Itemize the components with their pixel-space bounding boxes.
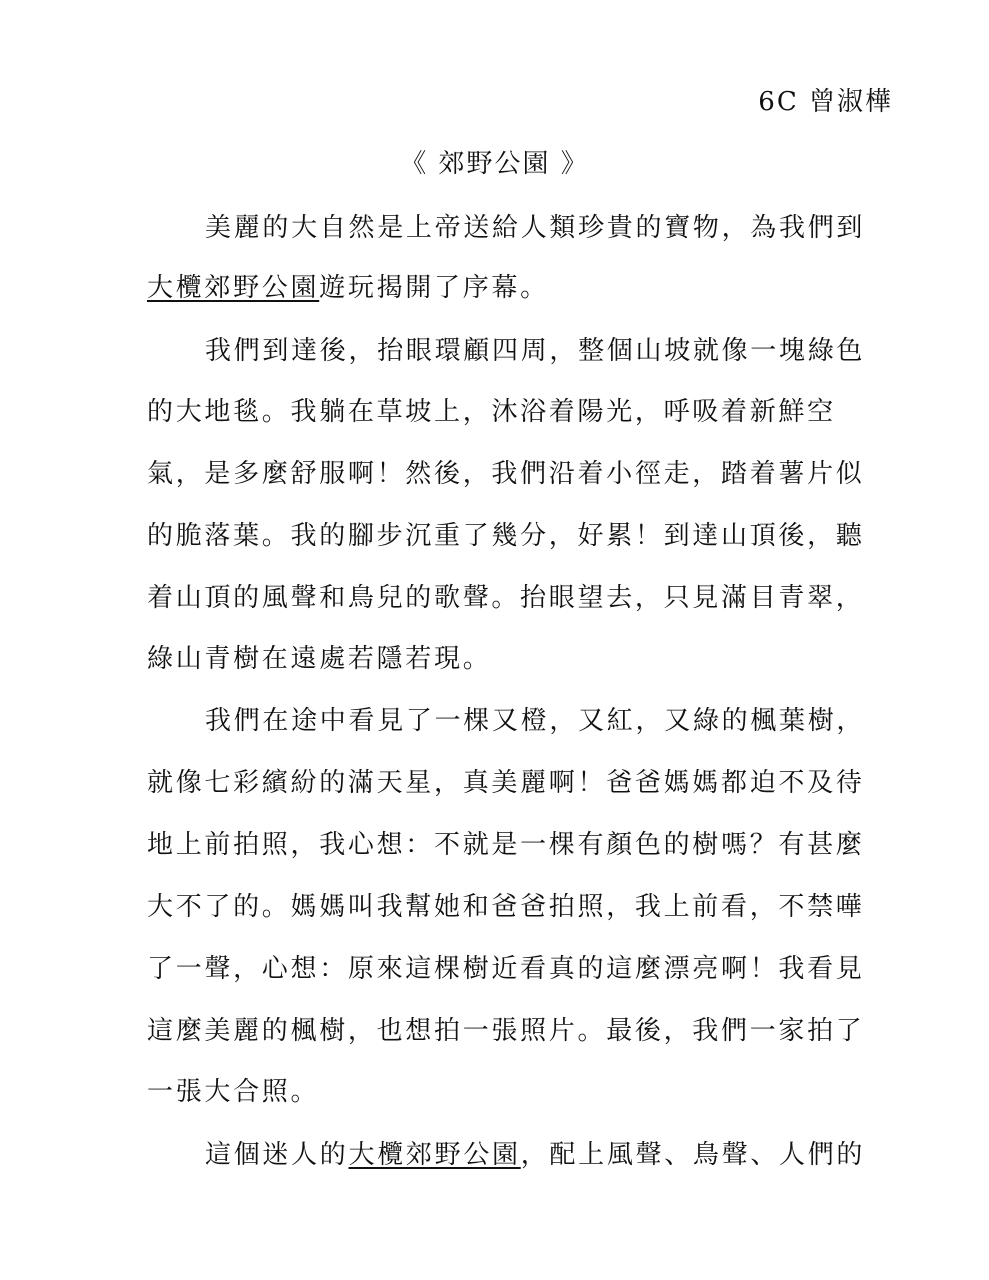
paragraph-4-line-1 (205, 1137, 887, 1173)
line-text-after: 遊玩揭開了序幕。 (319, 273, 549, 303)
author-label: 6C 曾淑樺 (758, 87, 893, 117)
paragraph-3-line-6: 這麼美麗的楓樹，也想拍一張照片。最後，我們一家拍了 (147, 1016, 865, 1046)
paragraph-2-line-3: 氣，是多麼舒服啊！然後，我們沿着小徑走，踏着薯片似 (147, 459, 865, 489)
paragraph-3-line-5: 了一聲，心想：原來這棵樹近看真的這麼漂亮啊！我看見 (147, 954, 865, 984)
paragraph-3-line-3: 地上前拍照，我心想：不就是一棵有顏色的樹嗎？有甚麼 (147, 830, 865, 860)
line-text-before: 這個迷人的 (205, 1140, 349, 1170)
paragraph-1-line-2 (147, 270, 887, 306)
paragraph-2-line-6: 綠山青樹在遠處若隱若現。 (147, 644, 492, 674)
paragraph-2-line-4: 的脆落葉。我的腳步沉重了幾分，好累！到達山頂後，聽 (147, 521, 865, 551)
paragraph-3-line-4: 大不了的。媽媽叫我幫她和爸爸拍照，我上前看，不禁嘩 (147, 892, 865, 922)
paragraph-3-line-1: 我們在途中看見了一棵又橙，又紅，又綠的楓葉樹， (205, 706, 866, 736)
paragraph-2-line-2: 的大地毯。我躺在草坡上，沐浴着陽光，呼吸着新鮮空 (147, 397, 836, 427)
underlined-place-name: 大欖郊野公園 (147, 273, 320, 303)
underlined-place-name: 大欖郊野公園 (348, 1140, 521, 1170)
paragraph-2-line-1: 我們到達後，抬眼環顧四周，整個山坡就像一塊綠色 (205, 336, 866, 366)
paragraph-2-line-5: 着山頂的風聲和鳥兒的歌聲。抬眼望去，只見滿目青翠， (147, 583, 865, 613)
paragraph-1-line-1: 美麗的大自然是上帝送給人類珍貴的寶物，為我們到 (205, 213, 866, 243)
paragraph-3-line-7: 一張大合照。 (147, 1077, 320, 1107)
essay-title: 《 郊野公園 》 (400, 149, 589, 179)
line-text-after: ，配上風聲、鳥聲、人們的 (520, 1140, 866, 1170)
paragraph-3-line-2: 就像七彩繽紛的滿天星，真美麗啊！爸爸媽媽都迫不及待 (147, 768, 865, 798)
